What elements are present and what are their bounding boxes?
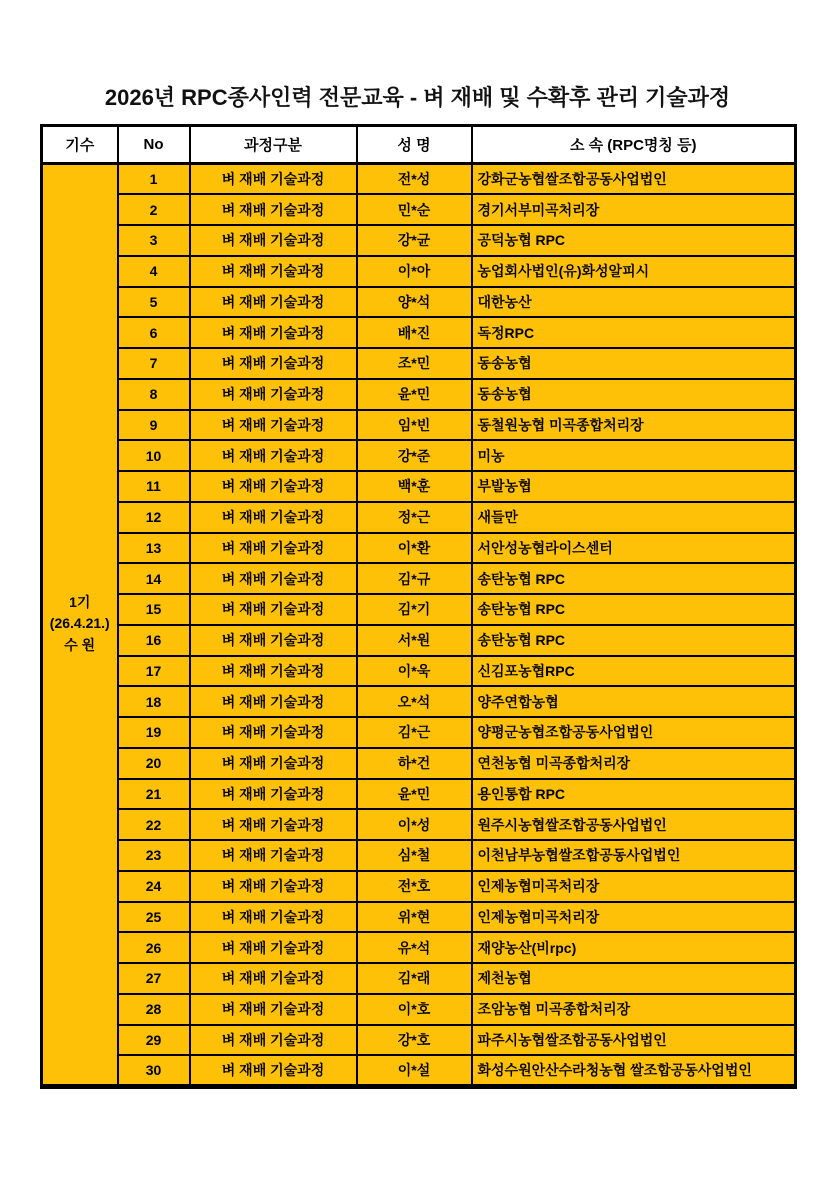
cell-name: 전*호 bbox=[357, 871, 472, 902]
cell-org: 용인통합 RPC bbox=[472, 779, 796, 810]
cell-no: 28 bbox=[118, 994, 190, 1025]
cell-course: 벼 재배 기술과정 bbox=[190, 440, 357, 471]
cell-no: 22 bbox=[118, 809, 190, 840]
cell-course: 벼 재배 기술과정 bbox=[190, 748, 357, 779]
cell-no: 20 bbox=[118, 748, 190, 779]
cell-no: 15 bbox=[118, 594, 190, 625]
cell-org: 부발농협 bbox=[472, 471, 796, 502]
cell-no: 9 bbox=[118, 410, 190, 441]
cell-org: 조암농협 미곡종합처리장 bbox=[472, 994, 796, 1025]
cell-course: 벼 재배 기술과정 bbox=[190, 317, 357, 348]
cell-name: 심*철 bbox=[357, 840, 472, 871]
cell-course: 벼 재배 기술과정 bbox=[190, 717, 357, 748]
cell-no: 8 bbox=[118, 379, 190, 410]
cell-course: 벼 재배 기술과정 bbox=[190, 1055, 357, 1086]
cell-course: 벼 재배 기술과정 bbox=[190, 994, 357, 1025]
table-header bbox=[42, 126, 796, 164]
cell-no: 11 bbox=[118, 471, 190, 502]
cell-org: 양주연합농협 bbox=[472, 686, 796, 717]
cell-no: 29 bbox=[118, 1025, 190, 1056]
cell-name: 정*근 bbox=[357, 502, 472, 533]
cell-course: 벼 재배 기술과정 bbox=[190, 594, 357, 625]
cell-no: 16 bbox=[118, 625, 190, 656]
cell-org: 미농 bbox=[472, 440, 796, 471]
table-row bbox=[42, 225, 796, 256]
cell-course: 벼 재배 기술과정 bbox=[190, 1025, 357, 1056]
cell-name: 임*빈 bbox=[357, 410, 472, 441]
cell-course: 벼 재배 기술과정 bbox=[190, 348, 357, 379]
cell-name: 김*규 bbox=[357, 563, 472, 594]
cell-name: 윤*민 bbox=[357, 779, 472, 810]
table-row bbox=[42, 717, 796, 748]
cohort-cell bbox=[42, 164, 118, 1087]
cell-org: 송탄농협 RPC bbox=[472, 563, 796, 594]
cell-name: 이*욱 bbox=[357, 656, 472, 687]
cell-org: 재양농산(비rpc) bbox=[472, 932, 796, 963]
cell-course: 벼 재배 기술과정 bbox=[190, 779, 357, 810]
cell-no: 12 bbox=[118, 502, 190, 533]
header-org: 소 속 (RPC명칭 등) bbox=[472, 126, 796, 164]
cell-name: 강*준 bbox=[357, 440, 472, 471]
cell-course: 벼 재배 기술과정 bbox=[190, 840, 357, 871]
table-row bbox=[42, 348, 796, 379]
table-row bbox=[42, 440, 796, 471]
cell-no: 25 bbox=[118, 902, 190, 933]
cell-course: 벼 재배 기술과정 bbox=[190, 871, 357, 902]
table-row bbox=[42, 809, 796, 840]
cell-name: 전*성 bbox=[357, 164, 472, 195]
cell-name: 강*균 bbox=[357, 225, 472, 256]
table-row bbox=[42, 563, 796, 594]
page-title: 2026년 RPC종사인력 전문교육 - 벼 재배 및 수확후 관리 기술과정 bbox=[104, 85, 731, 110]
cell-no: 14 bbox=[118, 563, 190, 594]
table-row bbox=[42, 686, 796, 717]
cell-org: 제천농협 bbox=[472, 963, 796, 994]
cell-org: 농업회사법인(유)화성알피시 bbox=[472, 256, 796, 287]
cohort-line: (26.4.21.) bbox=[49, 615, 110, 632]
cell-name: 하*건 bbox=[357, 748, 472, 779]
cell-no: 19 bbox=[118, 717, 190, 748]
cell-org: 신김포농협RPC bbox=[472, 656, 796, 687]
cell-no: 1 bbox=[118, 164, 190, 195]
cell-course: 벼 재배 기술과정 bbox=[190, 656, 357, 687]
cell-course: 벼 재배 기술과정 bbox=[190, 963, 357, 994]
table-row bbox=[42, 410, 796, 441]
cell-org: 강화군농협쌀조합공동사업법인 bbox=[472, 164, 796, 195]
cell-no: 27 bbox=[118, 963, 190, 994]
cell-no: 7 bbox=[118, 348, 190, 379]
cell-org: 송탄농협 RPC bbox=[472, 625, 796, 656]
cell-name: 배*진 bbox=[357, 317, 472, 348]
cell-org: 양평군농협조합공동사업법인 bbox=[472, 717, 796, 748]
cell-org: 대한농산 bbox=[472, 287, 796, 318]
cell-org: 경기서부미곡처리장 bbox=[472, 194, 796, 225]
cell-course: 벼 재배 기술과정 bbox=[190, 256, 357, 287]
table-row bbox=[42, 533, 796, 564]
cell-org: 동송농협 bbox=[472, 379, 796, 410]
cell-name: 민*순 bbox=[357, 194, 472, 225]
cell-no: 24 bbox=[118, 871, 190, 902]
cell-name: 김*근 bbox=[357, 717, 472, 748]
cell-no: 18 bbox=[118, 686, 190, 717]
cell-name: 양*석 bbox=[357, 287, 472, 318]
cell-name: 조*민 bbox=[357, 348, 472, 379]
cell-org: 서안성농협라이스센터 bbox=[472, 533, 796, 564]
cell-name: 위*현 bbox=[357, 902, 472, 933]
cell-no: 6 bbox=[118, 317, 190, 348]
cell-no: 21 bbox=[118, 779, 190, 810]
cell-org: 독정RPC bbox=[472, 317, 796, 348]
table-row bbox=[42, 625, 796, 656]
table-row bbox=[42, 902, 796, 933]
cell-course: 벼 재배 기술과정 bbox=[190, 287, 357, 318]
table-row bbox=[42, 871, 796, 902]
cell-org: 화성수원안산수라청농협 쌀조합공동사업법인 bbox=[472, 1055, 796, 1086]
cell-no: 3 bbox=[118, 225, 190, 256]
cohort-line: 수 원 bbox=[64, 637, 96, 654]
cell-org: 인제농협미곡처리장 bbox=[472, 871, 796, 902]
cell-org: 동철원농협 미곡종합처리장 bbox=[472, 410, 796, 441]
cell-course: 벼 재배 기술과정 bbox=[190, 471, 357, 502]
cell-no: 26 bbox=[118, 932, 190, 963]
cell-name: 이*호 bbox=[357, 994, 472, 1025]
cell-no: 10 bbox=[118, 440, 190, 471]
cell-no: 17 bbox=[118, 656, 190, 687]
table-row bbox=[42, 164, 796, 195]
cell-org: 연천농협 미곡종합처리장 bbox=[472, 748, 796, 779]
cell-name: 김*래 bbox=[357, 963, 472, 994]
cell-course: 벼 재배 기술과정 bbox=[190, 533, 357, 564]
cell-no: 2 bbox=[118, 194, 190, 225]
cell-course: 벼 재배 기술과정 bbox=[190, 932, 357, 963]
table-row bbox=[42, 317, 796, 348]
cell-course: 벼 재배 기술과정 bbox=[190, 563, 357, 594]
header-cohort: 기수 bbox=[42, 126, 118, 164]
cell-org: 원주시농협쌀조합공동사업법인 bbox=[472, 809, 796, 840]
table-row bbox=[42, 1025, 796, 1056]
table-row bbox=[42, 840, 796, 871]
header-course: 과정구분 bbox=[190, 126, 357, 164]
cell-no: 23 bbox=[118, 840, 190, 871]
table-row bbox=[42, 194, 796, 225]
cell-name: 백*훈 bbox=[357, 471, 472, 502]
header-no: No bbox=[118, 126, 190, 164]
cell-course: 벼 재배 기술과정 bbox=[190, 225, 357, 256]
table-row bbox=[42, 471, 796, 502]
cell-org: 파주시농협쌀조합공동사업법인 bbox=[472, 1025, 796, 1056]
table-row bbox=[42, 656, 796, 687]
table-row bbox=[42, 502, 796, 533]
cell-name: 김*기 bbox=[357, 594, 472, 625]
cell-no: 13 bbox=[118, 533, 190, 564]
cell-course: 벼 재배 기술과정 bbox=[190, 379, 357, 410]
cell-name: 서*원 bbox=[357, 625, 472, 656]
cell-course: 벼 재배 기술과정 bbox=[190, 164, 357, 195]
cell-name: 이*환 bbox=[357, 533, 472, 564]
cell-org: 이천남부농협쌀조합공동사업법인 bbox=[472, 840, 796, 871]
table-row bbox=[42, 379, 796, 410]
cell-name: 이*아 bbox=[357, 256, 472, 287]
table-row bbox=[42, 287, 796, 318]
roster-table bbox=[40, 124, 797, 1089]
cell-name: 이*성 bbox=[357, 809, 472, 840]
table-row bbox=[42, 963, 796, 994]
cell-course: 벼 재배 기술과정 bbox=[190, 686, 357, 717]
cell-course: 벼 재배 기술과정 bbox=[190, 410, 357, 441]
cell-name: 이*설 bbox=[357, 1055, 472, 1086]
table-row bbox=[42, 779, 796, 810]
table-body bbox=[42, 164, 796, 1087]
cell-no: 30 bbox=[118, 1055, 190, 1086]
table-row bbox=[42, 594, 796, 625]
cell-course: 벼 재배 기술과정 bbox=[190, 902, 357, 933]
cell-org: 인제농협미곡처리장 bbox=[472, 902, 796, 933]
cell-name: 강*호 bbox=[357, 1025, 472, 1056]
header-row bbox=[42, 126, 796, 164]
cell-course: 벼 재배 기술과정 bbox=[190, 502, 357, 533]
cell-name: 윤*민 bbox=[357, 379, 472, 410]
cell-no: 4 bbox=[118, 256, 190, 287]
table-row bbox=[42, 748, 796, 779]
cell-org: 송탄농협 RPC bbox=[472, 594, 796, 625]
table-row bbox=[42, 1055, 796, 1086]
cell-org: 공덕농협 RPC bbox=[472, 225, 796, 256]
cell-course: 벼 재배 기술과정 bbox=[190, 809, 357, 840]
cell-course: 벼 재배 기술과정 bbox=[190, 194, 357, 225]
cohort-line: 1기 bbox=[69, 593, 91, 610]
cell-org: 새들만 bbox=[472, 502, 796, 533]
header-name: 성 명 bbox=[357, 126, 472, 164]
cell-org: 동송농협 bbox=[472, 348, 796, 379]
cell-name: 오*석 bbox=[357, 686, 472, 717]
table-row bbox=[42, 932, 796, 963]
cell-no: 5 bbox=[118, 287, 190, 318]
table-row bbox=[42, 256, 796, 287]
cell-name: 유*석 bbox=[357, 932, 472, 963]
table-row bbox=[42, 994, 796, 1025]
cell-course: 벼 재배 기술과정 bbox=[190, 625, 357, 656]
